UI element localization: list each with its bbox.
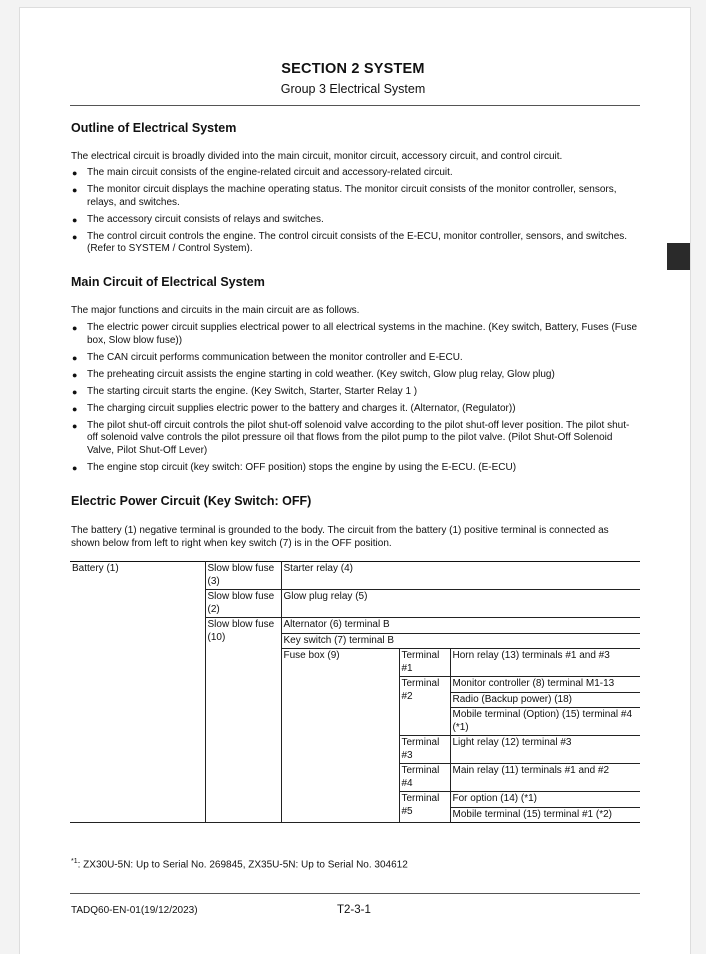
bullet-icon: ● — [72, 352, 78, 363]
outline-intro: The electrical circuit is broadly divided into the main circuit, monitor circuit, accessory circuit, and control circuit. — [71, 151, 563, 162]
main-circuit-bullet-list — [71, 322, 637, 479]
table-cell: Fuse box (9) — [281, 649, 399, 823]
main-circuit-intro: The major functions and circuits in the main circuit are as follows. — [71, 305, 360, 316]
outline-bullet-list — [71, 167, 637, 260]
footer-divider — [70, 893, 640, 894]
header-divider — [70, 105, 640, 106]
list-item: ● The electric power circuit supplies electrical power to all electrical systems in the machine. (Key switch, Battery, Fuses (Fuse box, Slow blow fuse)) — [72, 322, 638, 346]
table-cell: For option (14) (*1) — [450, 792, 640, 808]
main-circuit-heading: Main Circuit of Electrical System — [71, 275, 265, 289]
list-item: ● The control circuit controls the engine. The control circuit consists of the E-ECU, monitor controller, sensors, and switches. (Refer to SYSTEM / Control System). — [72, 230, 628, 254]
table-cell: Key switch (7) terminal B — [281, 633, 640, 649]
list-item: ● The starting circuit starts the engine. (Key Switch, Starter, Starter Relay 1 ) — [72, 385, 418, 397]
bullet-icon: ● — [72, 168, 78, 178]
group-title: Group 3 Electrical System — [280, 82, 426, 96]
table-cell: Terminal #2 — [399, 677, 450, 736]
bullet-icon: ● — [72, 462, 78, 473]
footnote-mark: *1 — [71, 858, 78, 865]
list-item: ● The monitor circuit displays the machine operating status. The monitor circuit consists of the monitor controller, sensors, relays, and switches. — [72, 184, 617, 208]
list-item: ● The engine stop circuit (key switch: OFF position) stops the engine by using the E-ECU. (E-ECU) — [72, 461, 517, 473]
power-circuit-intro: The battery (1) negative terminal is grounded to the body. The circuit from the battery (1) positive terminal is connected as shown below from left to right when key switch (7) is in the OFF position. — [71, 525, 609, 549]
outline-heading: Outline of Electrical System — [71, 121, 237, 135]
table-cell: Terminal #1 — [399, 649, 450, 677]
bullet-icon: ● — [72, 231, 78, 242]
section-title: SECTION 2 SYSTEM — [281, 61, 425, 77]
document-number: TADQ60-EN-01(19/12/2023) — [71, 905, 198, 916]
bullet-icon: ● — [72, 185, 78, 195]
page-number: T2-3-1 — [337, 904, 371, 916]
table-cell: Alternator (6) terminal B — [281, 618, 640, 634]
table-cell: Glow plug relay (5) — [281, 590, 640, 618]
bullet-icon: ● — [72, 403, 78, 414]
table-cell: Mobile terminal (Option) (15) terminal #4 (*1) — [450, 708, 640, 736]
list-item: ● The CAN circuit performs communication between the monitor controller and E-ECU. — [72, 351, 463, 363]
bullet-icon: ● — [72, 323, 78, 333]
table-cell: Terminal #4 — [399, 764, 450, 792]
table-cell: Terminal #5 — [399, 792, 450, 823]
footnote-text: : ZX30U-5N: Up to Serial No. 269845, ZX35U-5N: Up to Serial No. 304612 — [77, 859, 408, 871]
table-cell: Slow blow fuse (10) — [205, 618, 281, 823]
table-row — [70, 562, 640, 590]
bullet-icon: ● — [72, 214, 78, 225]
table-cell: Starter relay (4) — [281, 562, 640, 590]
table-cell: Monitor controller (8) terminal M1-13 — [450, 677, 640, 693]
table-cell: Slow blow fuse (2) — [205, 590, 281, 618]
section-tab-marker — [667, 243, 690, 270]
list-item: ● The charging circuit supplies electric power to the battery and charges it. (Alternator, (Regulator)) — [72, 402, 516, 414]
table-cell: Main relay (11) terminals #1 and #2 — [450, 764, 640, 792]
list-item: ● The preheating circuit assists the engine starting in cold weather. (Key switch, Glow plug relay, Glow plug) — [72, 368, 555, 380]
table-cell: Radio (Backup power) (18) — [450, 692, 640, 708]
bullet-icon: ● — [72, 386, 78, 397]
list-item: ● The accessory circuit consists of relays and switches. — [72, 213, 324, 225]
table-cell: Mobile terminal (15) terminal #1 (*2) — [450, 807, 640, 823]
table-cell: Horn relay (13) terminals #1 and #3 — [450, 649, 640, 677]
list-item: ● The main circuit consists of the engine-related circuit and accessory-related circuit. — [72, 167, 453, 178]
table-cell: Light relay (12) terminal #3 — [450, 736, 640, 764]
bullet-icon: ● — [72, 369, 78, 380]
table-cell: Terminal #3 — [399, 736, 450, 764]
footnote — [71, 858, 408, 870]
power-circuit-heading: Electric Power Circuit (Key Switch: OFF) — [71, 494, 312, 508]
table-cell: Slow blow fuse (3) — [205, 562, 281, 590]
table-cell: Battery (1) — [70, 562, 205, 823]
power-circuit-table — [70, 561, 640, 823]
list-item: ● The pilot shut-off circuit controls the pilot shut-off solenoid valve according to the pilot shut-off lever position. The pilot shut-off solenoid valve controls the pilot pressure oil that flows from the pilot pump to the pilot valve. (Pilot Shut-Off Solenoid Valve, Pilot Shut-Off Lever) — [72, 419, 630, 456]
bullet-icon: ● — [72, 420, 78, 431]
